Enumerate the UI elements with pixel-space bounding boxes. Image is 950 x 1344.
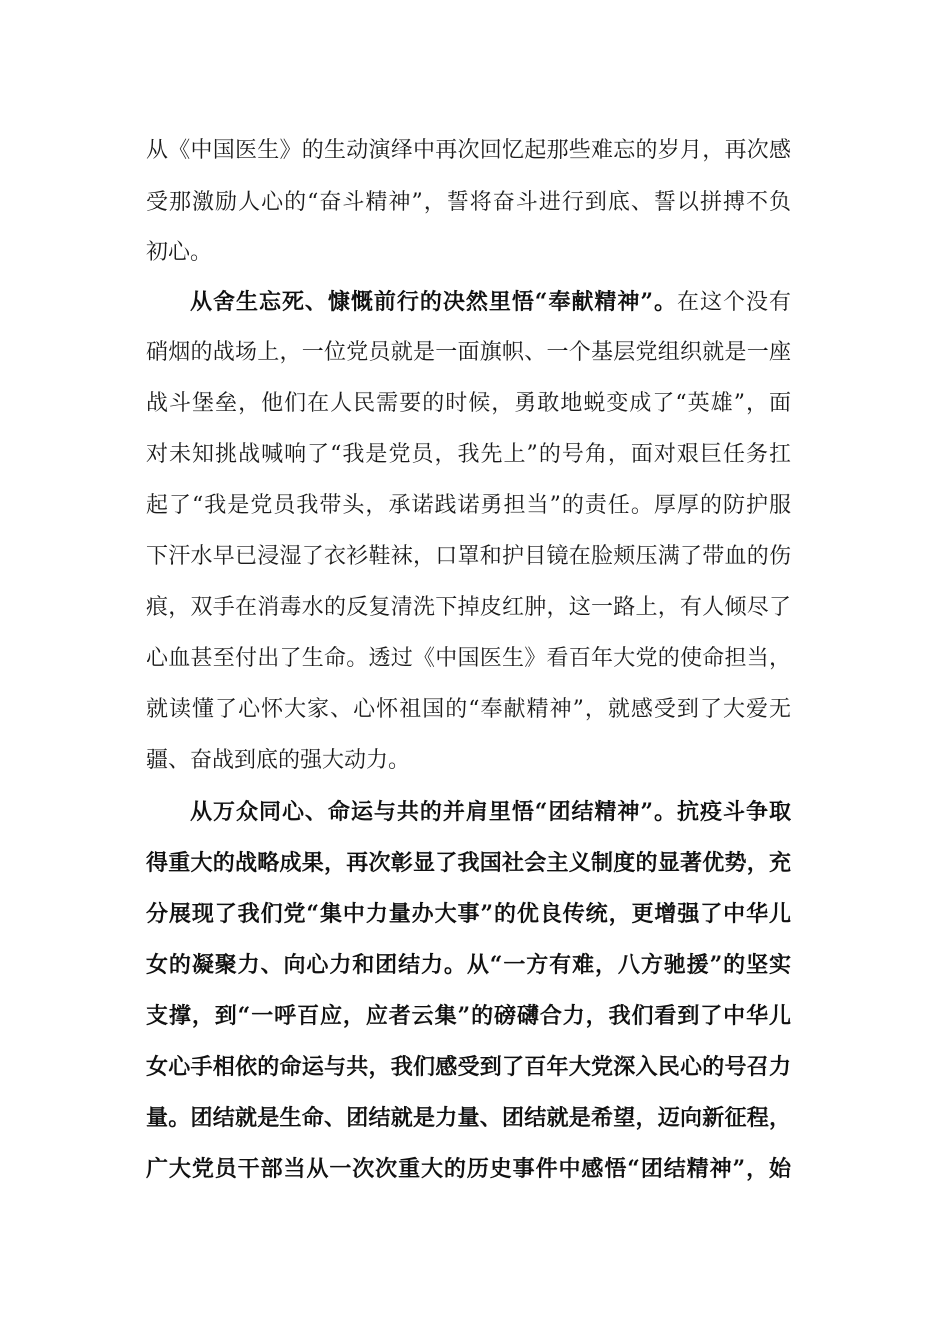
paragraph-1-line-2: 受那激励人心的“奋斗精神”，誓将奋斗进行到底、誓以拼搏不负 [146,190,791,215]
paragraph-2-line-1 [190,282,791,322]
paragraph-2-line-6: 下汗水早已浸湿了衣衫鞋袜，口罩和护目镜在脸颊压满了带血的伤 [146,544,791,569]
paragraph-1-line-3: 初心。 [146,240,213,265]
paragraph-3-line-6: 女心手相依的命运与共，我们感受到了百年大党深入民心的号召力 [146,1054,791,1080]
paragraph-3-line-4: 女的凝聚力、向心力和团结力。从“一方有难，八方驰援”的坚实 [146,952,791,978]
paragraph-1-line-1: 从《中国医生》的生动演绎中再次回忆起那些难忘的岁月，再次感 [146,138,791,163]
paragraph-3-line-1 [190,792,791,832]
paragraph-2-line-3: 战斗堡垒，他们在人民需要的时候，勇敢地蜕变成了“英雄”，面 [146,391,791,416]
paragraph-2-line-8: 心血甚至付出了生命。透过《中国医生》看百年大党的使命担当， [146,646,791,671]
paragraph-2-line-1-rest: 在这个没有 [677,290,791,315]
paragraph-2-line-4: 对未知挑战喊响了“我是党员，我先上”的号角，面对艰巨任务扛 [146,442,791,467]
paragraph-3-heading: 从万众同心、命运与共的并肩里悟“团结精神”。 [190,799,678,825]
paragraph-3-line-2: 得重大的战略成果，再次彰显了我国社会主义制度的显著优势，充 [146,850,791,876]
paragraph-2-line-10: 疆、奋战到底的强大动力。 [146,748,411,773]
paragraph-3-line-5: 支撑，到“一呼百应，应者云集”的磅礴合力，我们看到了中华儿 [146,1003,791,1029]
paragraph-2-line-2: 硝烟的战场上，一位党员就是一面旗帜、一个基层党组织就是一座 [146,340,791,365]
paragraph-2-line-7: 痕，双手在消毒水的反复清洗下掉皮红肿，这一路上，有人倾尽了 [146,595,791,620]
paragraph-3-line-3: 分展现了我们党“集中力量办大事”的优良传统，更增强了中华儿 [146,901,791,927]
paragraph-2-line-9: 就读懂了心怀大家、心怀祖国的“奉献精神”，就感受到了大爱无 [146,697,791,722]
paragraph-2-line-5: 起了“我是党员我带头，承诺践诺勇担当”的责任。厚厚的防护服 [146,493,791,518]
paragraph-3-line-1-rest: 抗疫斗争取 [677,799,791,825]
paragraph-2-heading: 从舍生忘死、慷慨前行的决然里悟“奉献精神”。 [190,289,678,315]
paragraph-3-line-7: 量。团结就是生命、团结就是力量、团结就是希望，迈向新征程， [146,1105,791,1131]
paragraph-3-line-8: 广大党员干部当从一次次重大的历史事件中感悟“团结精神”，始 [146,1156,791,1182]
